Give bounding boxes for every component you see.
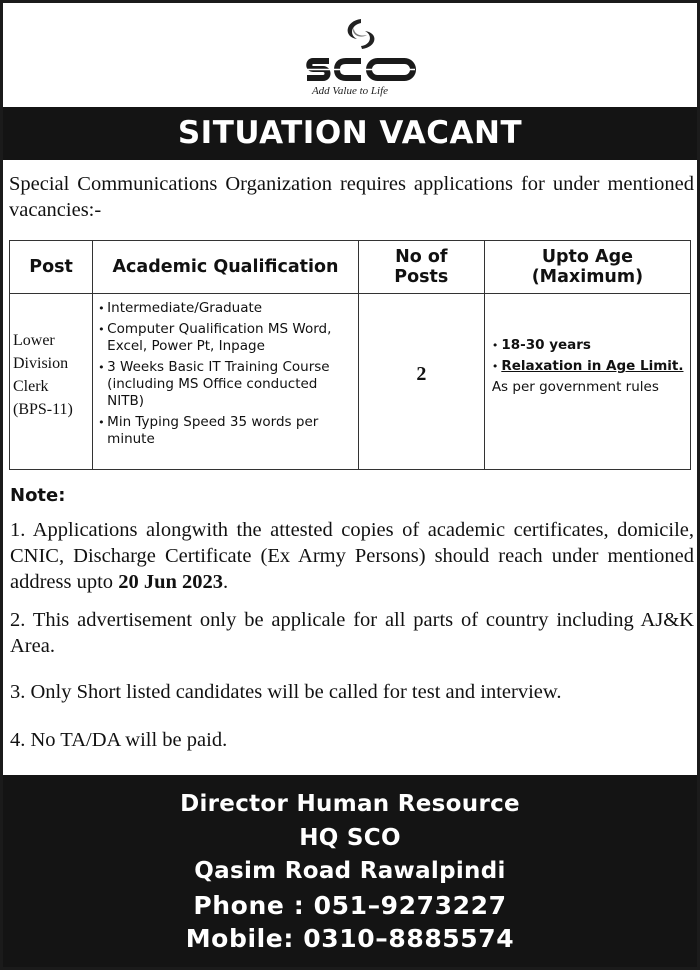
note-heading: Note: bbox=[10, 485, 66, 506]
swirl-icon bbox=[348, 19, 375, 49]
header bbox=[3, 3, 697, 107]
contact-title: Director Human Resource bbox=[180, 791, 520, 817]
post-title bbox=[11, 295, 91, 421]
page-title: SITUATION VACANT bbox=[3, 107, 697, 160]
relaxation-item bbox=[492, 356, 687, 377]
bullet-icon: • bbox=[491, 339, 499, 352]
vacancy-table bbox=[9, 240, 691, 470]
post-line: (BPS-11) bbox=[13, 401, 73, 418]
contact-phone: Phone : 051–9273227 bbox=[193, 890, 507, 920]
table-header-row bbox=[10, 241, 691, 294]
no-of-posts-cell bbox=[358, 294, 484, 470]
age-range: 18-30 years bbox=[501, 337, 591, 353]
intro-text: Special Communications Organization requires applications for under mentioned vacancies:- bbox=[9, 173, 694, 221]
list-item: • Computer Qualification MS Word, Excel, Power Pt, Inpage bbox=[98, 321, 355, 355]
contact-footer bbox=[3, 775, 697, 967]
age-details bbox=[486, 295, 689, 397]
table-row bbox=[10, 294, 691, 470]
bullet-icon: • bbox=[491, 360, 499, 373]
note-1-end: . bbox=[223, 571, 229, 593]
age-cell bbox=[484, 294, 690, 470]
note-2: 2. This advertisement only be applicale for all parts of country including AJ&K Area. bbox=[10, 609, 694, 657]
no-of-posts-value: 2 bbox=[416, 363, 427, 385]
header-no-of-posts bbox=[358, 241, 484, 294]
note-1-text: 1. Applications alongwith the attested copies of academic certificates, domicile, CNIC, Discharge Certificate (Ex Army Persons) should reach under mentioned address upto bbox=[10, 519, 694, 593]
post-line: Clerk bbox=[13, 378, 49, 395]
note-3: 3. Only Short listed candidates will be called for test and interview. bbox=[10, 681, 562, 703]
header-age bbox=[484, 241, 690, 294]
contact-mobile: Mobile: 0310–8885574 bbox=[185, 924, 515, 953]
header-qualification: Academic Qualification bbox=[93, 241, 359, 294]
list-item: • Min Typing Speed 35 words per minute bbox=[98, 414, 355, 448]
note-4: 4. No TA/DA will be paid. bbox=[10, 729, 228, 751]
post-line: Lower bbox=[13, 332, 55, 349]
qualification-cell bbox=[93, 294, 359, 470]
note-1 bbox=[10, 517, 694, 595]
deadline-date: 20 Jun 2023 bbox=[118, 571, 223, 593]
age-relaxation: Relaxation in Age Limit. bbox=[501, 358, 684, 374]
header-age-text: Upto Age (Maximum) bbox=[531, 247, 644, 287]
qualification-list bbox=[94, 295, 357, 448]
notes-list bbox=[10, 517, 694, 753]
post-line: Division bbox=[13, 355, 69, 372]
relaxation-note: As per government rules bbox=[491, 379, 659, 395]
header-post: Post bbox=[10, 241, 93, 294]
list-item: • Intermediate/Graduate bbox=[98, 300, 355, 317]
header-no-of-posts-text: No of Posts bbox=[394, 247, 449, 287]
list-item: • 3 Weeks Basic IT Training Course (including MS Office conducted NITB) bbox=[98, 359, 355, 410]
sco-logo bbox=[299, 15, 423, 85]
contact-address: Qasim Road Rawalpindi bbox=[194, 858, 506, 884]
age-range-item bbox=[492, 335, 687, 356]
tagline: Add Value to Life bbox=[311, 85, 389, 97]
post-cell bbox=[10, 294, 93, 470]
contact-office: HQ SCO bbox=[299, 824, 401, 851]
